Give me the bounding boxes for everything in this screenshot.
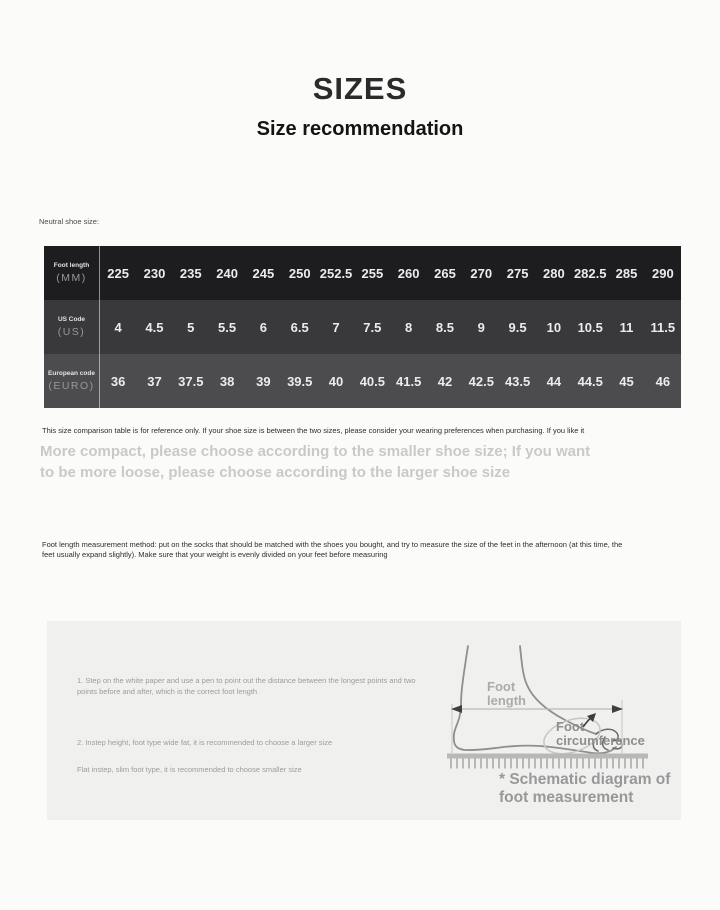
size-table-row-header <box>44 300 100 354</box>
size-value-cell: 11 <box>619 319 634 335</box>
size-value-cell: 5 <box>187 319 195 335</box>
size-value-cell: 9.5 <box>508 319 527 335</box>
size-value-cell: 11.5 <box>650 319 676 335</box>
size-value-cell: 39 <box>256 373 271 389</box>
size-value-cell: 10 <box>546 319 562 335</box>
measurement-card <box>47 621 681 820</box>
size-value-cell: 43.5 <box>504 373 531 389</box>
size-value-cell: 36 <box>110 373 126 389</box>
size-value-cell: 37 <box>147 373 162 389</box>
size-value-cell: 4 <box>114 319 122 335</box>
size-value-cell: 40.5 <box>359 373 385 389</box>
reference-note: This size comparison table is for reference only. If your shoe size is between the two sizes, please consider your wearing preferences when purchasing. If you like it <box>42 426 585 435</box>
size-value-cell: 6 <box>259 319 268 335</box>
size-value-cell: 270 <box>470 265 493 281</box>
size-value-cell: 285 <box>615 265 638 281</box>
size-value-cell: 7 <box>332 319 340 335</box>
size-value-cell: 42 <box>437 373 453 389</box>
page-subtitle: Size recommendation <box>256 118 464 140</box>
measurement-step: Flat instep, slim foot type, it is recommended to choose smaller size <box>77 765 302 774</box>
size-value-cell: 225 <box>107 265 129 281</box>
row-label: US Code <box>57 316 86 323</box>
size-value-cell: 7.5 <box>363 319 382 335</box>
row-label: Foot length <box>53 262 90 269</box>
measurement-step: 2. Instep height, foot type wide fat, it is recommended to choose a larger size <box>77 738 333 747</box>
size-table-row <box>44 300 681 354</box>
size-value-cell: 6.5 <box>290 319 309 335</box>
preference-note: More compact, please choose according to the smaller shoe size; If you want to be more loose, please choose according to the larger shoe size <box>40 443 591 481</box>
size-value-cell: 38 <box>219 373 235 389</box>
size-table-row-header <box>44 246 100 300</box>
size-table <box>44 246 681 408</box>
size-value-cell: 37.5 <box>178 373 204 389</box>
size-value-cell: 44.5 <box>577 373 603 389</box>
row-unit: (US) <box>57 326 86 338</box>
size-value-cell: 42.5 <box>468 373 494 389</box>
size-value-cell: 44 <box>546 373 562 389</box>
size-value-cell: 245 <box>252 265 275 281</box>
foot-circumference-label: Foot circumference <box>556 719 645 748</box>
size-value-cell: 282.5 <box>573 265 607 281</box>
size-value-cell: 252.5 <box>319 265 353 281</box>
size-table-row <box>44 246 681 300</box>
page-title: SIZES <box>312 71 408 106</box>
size-value-cell: 8 <box>405 319 413 335</box>
size-table-row <box>44 354 681 408</box>
size-value-cell: 45 <box>619 373 634 389</box>
size-value-cell: 10.5 <box>577 319 603 335</box>
row-unit: (EURO) <box>48 380 95 392</box>
row-unit: (MM) <box>56 272 87 284</box>
foot-diagram-illustration <box>445 632 675 782</box>
size-value-cell: 39.5 <box>287 373 313 389</box>
size-value-cell: 4.5 <box>145 319 164 335</box>
size-value-cell: 8.5 <box>435 319 454 335</box>
size-value-cell: 255 <box>361 265 384 281</box>
size-value-cell: 240 <box>216 265 238 281</box>
size-value-cell: 260 <box>397 265 420 281</box>
measurement-method-note: Foot length measurement method: put on the socks that should be matched with the shoes you bought, and try to measure the size of the feet in the afternoon (at this time, the feet usually expand slightly). Make sure that your weight is evenly divided on your feet before measuring <box>42 540 623 559</box>
size-value-cell: 41.5 <box>396 373 422 389</box>
diagram-caption: * Schematic diagram of foot measurement <box>499 771 671 806</box>
size-value-cell: 290 <box>651 265 674 281</box>
size-value-cell: 9 <box>477 319 485 335</box>
neutral-shoe-size-label: Neutral shoe size: <box>39 217 100 226</box>
size-value-cell: 235 <box>179 265 202 281</box>
size-value-cell: 250 <box>288 265 311 281</box>
foot-length-label: Foot length <box>487 679 526 708</box>
size-value-cell: 265 <box>434 265 456 281</box>
size-value-cell: 275 <box>506 265 529 281</box>
size-value-cell: 46 <box>655 373 671 389</box>
size-value-cell: 280 <box>543 265 565 281</box>
measurement-step: 1. Step on the white paper and use a pen to point out the distance between the longest points and two points before and after, which is the correct foot length <box>77 676 416 696</box>
size-value-cell: 230 <box>143 265 166 281</box>
foot-measurement-diagram <box>445 632 675 817</box>
ruler <box>447 754 648 764</box>
size-value-cell: 40 <box>328 373 344 389</box>
size-table-row-header <box>44 354 100 408</box>
size-value-cell: 5.5 <box>218 319 237 335</box>
row-label: European code <box>48 370 95 377</box>
